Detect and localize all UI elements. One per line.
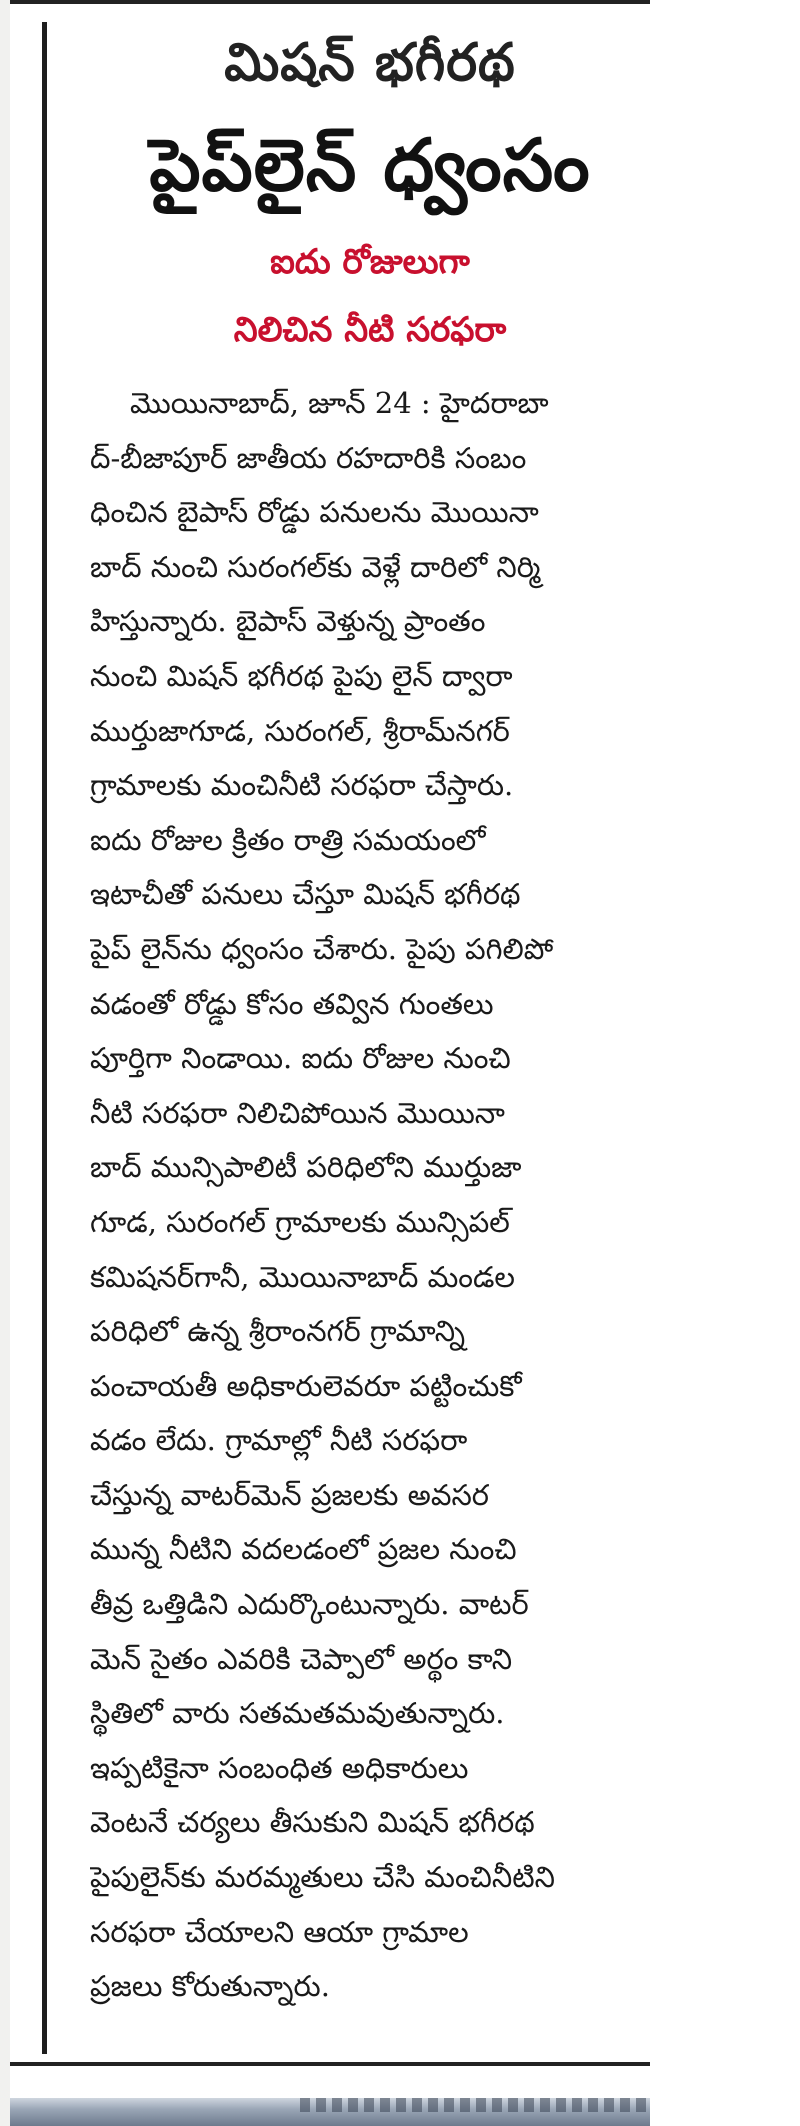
body-line: ద్-బీజాపూర్ జాతీయ రహదారికి సంబం — [90, 440, 527, 475]
news-article — [90, 20, 650, 2014]
body-line: ఐదు రోజుల క్రితం రాత్రి సమయంలో — [90, 822, 486, 857]
body-line: కమిషనర్‌గానీ, మొయినాబాద్ మండల — [90, 1259, 515, 1294]
body-line: ధించిన బైపాస్ రోడ్డు పనులను మొయినా — [90, 495, 539, 530]
body-line: స్థితిలో వారు సతమతమవుతున్నారు. — [90, 1696, 505, 1731]
article-subhead-2: నిలిచిన నీటి సరఫరా — [233, 310, 507, 350]
article-subhead-1: ఐదు రోజులుగా — [270, 242, 470, 282]
page-margin-strip — [0, 0, 10, 2126]
body-line: మెన్ సైతం ఎవరికి చెప్పాలో అర్థం కాని — [90, 1641, 513, 1676]
body-line: నీటి సరఫరా నిలిచిపోయిన మొయినా — [90, 1095, 505, 1130]
bottom-rule — [10, 2062, 650, 2066]
body-line: వడంతో రోడ్డు కోసం తవ్విన గుంతలు — [90, 986, 494, 1021]
body-line: పంచాయతీ అధికారులెవరూ పట్టించుకో — [90, 1368, 522, 1403]
body-line: మున్న నీటిని వదలడంలో ప్రజల నుంచి — [90, 1532, 517, 1567]
body-line: వెంటనే చర్యలు తీసుకుని మిషన్ భగీరథ — [90, 1805, 535, 1840]
body-line: వడం లేదు. గ్రామాల్లో నీటి సరఫరా — [90, 1423, 468, 1458]
body-line: పరిధిలో ఉన్న శ్రీరాంనగర్ గ్రామాన్ని — [90, 1314, 466, 1349]
article-kicker: మిషన్ భగీరథ — [224, 32, 516, 93]
article-body — [90, 376, 650, 2014]
body-line: పైపులైన్‌కు మరమ్మతులు చేసి మంచినీటిని — [90, 1860, 555, 1895]
body-line: నుంచి మిషన్ భగీరథ పైపు లైన్ ద్వారా — [90, 658, 513, 693]
body-line: మొయినాబాద్, జూన్ 24 : హైదరాబా — [130, 386, 549, 420]
body-line: ప్రజలు కోరుతున్నారు. — [90, 1969, 330, 2004]
body-line: సరఫరా చేయాలని ఆయా గ్రామాల — [90, 1914, 469, 1949]
body-line: పైప్ లైన్‌ను ధ్వంసం చేశారు. పైపు పగిలిపో — [90, 931, 554, 966]
body-line: పూర్తిగా నిండాయి. ఐదు రోజుల నుంచి — [90, 1041, 511, 1076]
body-line: తీవ్ర ఒత్తిడిని ఎదుర్కొంటున్నారు. వాటర్ — [90, 1587, 529, 1622]
article-headline: పైప్‌లైన్ ధ్వంసం — [149, 122, 591, 207]
body-line: చేస్తున్న వాటర్‌మెన్ ప్రజలకు అవసర — [90, 1477, 490, 1512]
body-line: గూడ, సురంగల్ గ్రామాలకు మున్సిపల్ — [90, 1204, 510, 1239]
body-line: ఇప్పటికైనా సంబంధిత అధికారులు — [90, 1750, 469, 1785]
body-line: ముర్తుజాగూడ, సురంగల్, శ్రీరామ్‌నగర్ — [90, 713, 510, 748]
top-rule — [10, 0, 650, 4]
body-line: ఇటాచీతో పనులు చేస్తూ మిషన్ భగీరథ — [90, 877, 521, 912]
next-article-headline-fragment — [300, 2098, 650, 2112]
body-line: బాద్ మున్సిపాలిటీ పరిధిలోని ముర్తుజా — [90, 1150, 522, 1185]
body-line: హిస్తున్నారు. బైపాస్ వెళ్తున్న ప్రాంతం — [90, 604, 486, 639]
column-rule — [42, 22, 47, 2054]
body-line: గ్రామాలకు మంచినీటి సరఫరా చేస్తారు. — [90, 768, 514, 803]
body-line: బాద్ నుంచి సురంగల్‌కు వెళ్లే దారిలో నిర్మి — [90, 549, 541, 584]
